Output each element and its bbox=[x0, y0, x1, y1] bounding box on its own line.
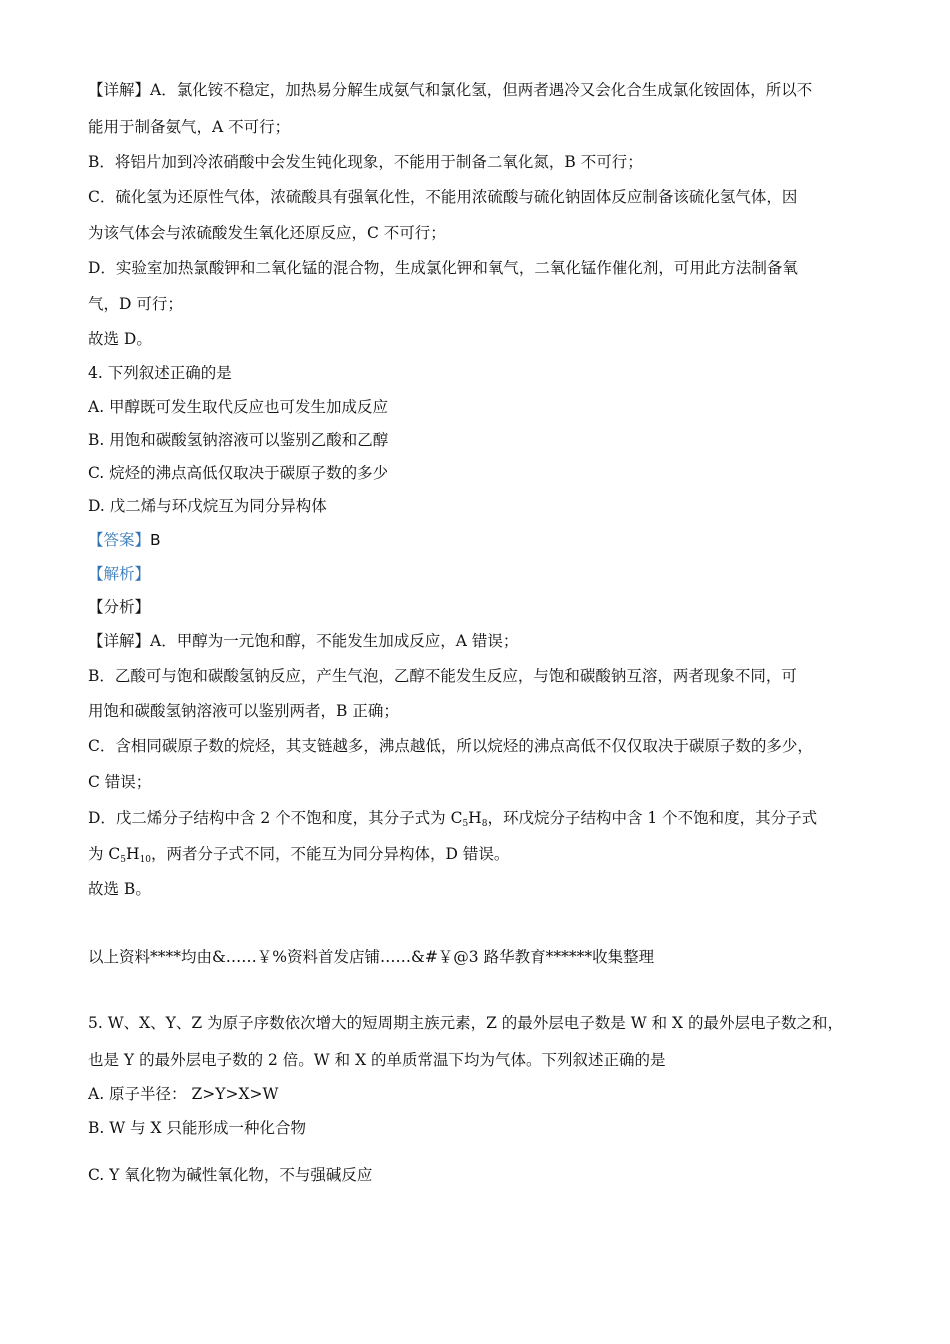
subscript: 8 bbox=[481, 819, 488, 829]
subscript: 5 bbox=[462, 819, 469, 829]
q4-option-c: C. 烷烃的沸点高低仅取决于碳原子数的多少 bbox=[88, 464, 389, 482]
q5-stem: 也是 Y 的最外层电子数的 2 倍。W 和 X 的单质常温下均为气体。下列叙述正确的是 bbox=[88, 1051, 666, 1069]
q4-detail-line: C．含相同碳原子数的烷烃，其支链越多，沸点越低，所以烷烃的沸点高低不仅仅取决于碳原子数的多少， bbox=[88, 737, 813, 755]
q5-option-a: A. 原子半径： Z>Y>X>W bbox=[88, 1085, 279, 1103]
q3-detail-line: 为该气体会与浓硫酸发生氧化还原反应，C 不可行； bbox=[88, 224, 446, 242]
q4-detail-line bbox=[88, 808, 817, 828]
q3-detail-line: 【详解】A．氯化铵不稳定，加热易分解生成氨气和氯化氢，但两者遇冷又会化合生成氯化铵固体，所以不 bbox=[88, 81, 813, 99]
answer-value: B bbox=[150, 531, 161, 549]
q4-conclusion: 故选 B。 bbox=[88, 880, 151, 898]
q4-stem: 4. 下列叙述正确的是 bbox=[88, 364, 232, 382]
source-notice: 以上资料****均由&……￥%资料首发店铺……&#￥@3 路华教育******收集整理 bbox=[88, 948, 655, 966]
q3-detail-line: D．实验室加热氯酸钾和二氧化锰的混合物，生成氯化钾和氧气，二氧化锰作催化剂，可用此方法制备氧 bbox=[88, 259, 798, 277]
text: H bbox=[126, 845, 140, 863]
subscript: 5 bbox=[120, 855, 127, 865]
q5-option-c: C. Y 氧化物为碱性氧化物，不与强碱反应 bbox=[88, 1166, 373, 1184]
subscript: 10 bbox=[139, 855, 152, 865]
text: H bbox=[468, 809, 482, 827]
text: D．戊二烯分子结构中含 2 个不饱和度，其分子式为 C bbox=[88, 809, 463, 827]
q4-detail-line: 【详解】A．甲醇为一元饱和醇，不能发生加成反应，A 错误； bbox=[88, 632, 519, 650]
q3-detail-line: 气，D 可行； bbox=[88, 295, 183, 313]
q4-detail-line bbox=[88, 844, 509, 864]
q3-detail-line: C．硫化氢为还原性气体，浓硫酸具有强氧化性，不能用浓硫酸与硫化钠固体反应制备该硫化氢气体，因 bbox=[88, 188, 798, 206]
fenxi-label: 【分析】 bbox=[88, 598, 151, 616]
q3-detail-line: 能用于制备氨气，A 不可行； bbox=[88, 118, 291, 136]
q4-option-b: B. 用饱和碳酸氢钠溶液可以鉴别乙酸和乙醇 bbox=[88, 431, 389, 449]
q4-option-d: D. 戊二烯与环戊烷互为同分异构体 bbox=[88, 497, 327, 515]
answer-label: 【答案】 bbox=[88, 531, 151, 549]
q3-conclusion: 故选 D。 bbox=[88, 330, 152, 348]
q4-detail-line: C 错误； bbox=[88, 773, 152, 791]
text: ，两者分子式不同，不能互为同分异构体，D 错误。 bbox=[151, 845, 510, 863]
q4-option-a: A. 甲醇既可发生取代反应也可发生加成反应 bbox=[88, 398, 389, 416]
text: 为 C bbox=[88, 845, 121, 863]
analysis-label: 【解析】 bbox=[88, 565, 151, 583]
q4-detail-line: 用饱和碳酸氢钠溶液可以鉴别两者，B 正确； bbox=[88, 702, 399, 720]
q5-stem: 5. W、X、Y、Z 为原子序数依次增大的短周期主族元素，Z 的最外层电子数是 W 和 X 的最外层电子数之和， bbox=[88, 1014, 843, 1032]
q3-detail-line: B．将铝片加到冷浓硝酸中会发生钝化现象，不能用于制备二氧化氮，B 不可行； bbox=[88, 153, 643, 171]
q4-detail-line: B．乙酸可与饱和碳酸氢钠反应，产生气泡，乙醇不能发生反应，与饱和碳酸钠互溶，两者现象不同，可 bbox=[88, 667, 797, 685]
q5-option-b: B. W 与 X 只能形成一种化合物 bbox=[88, 1119, 306, 1137]
text: ，环戊烷分子结构中含 1 个不饱和度，其分子式 bbox=[487, 809, 818, 827]
q4-answer bbox=[88, 530, 161, 550]
